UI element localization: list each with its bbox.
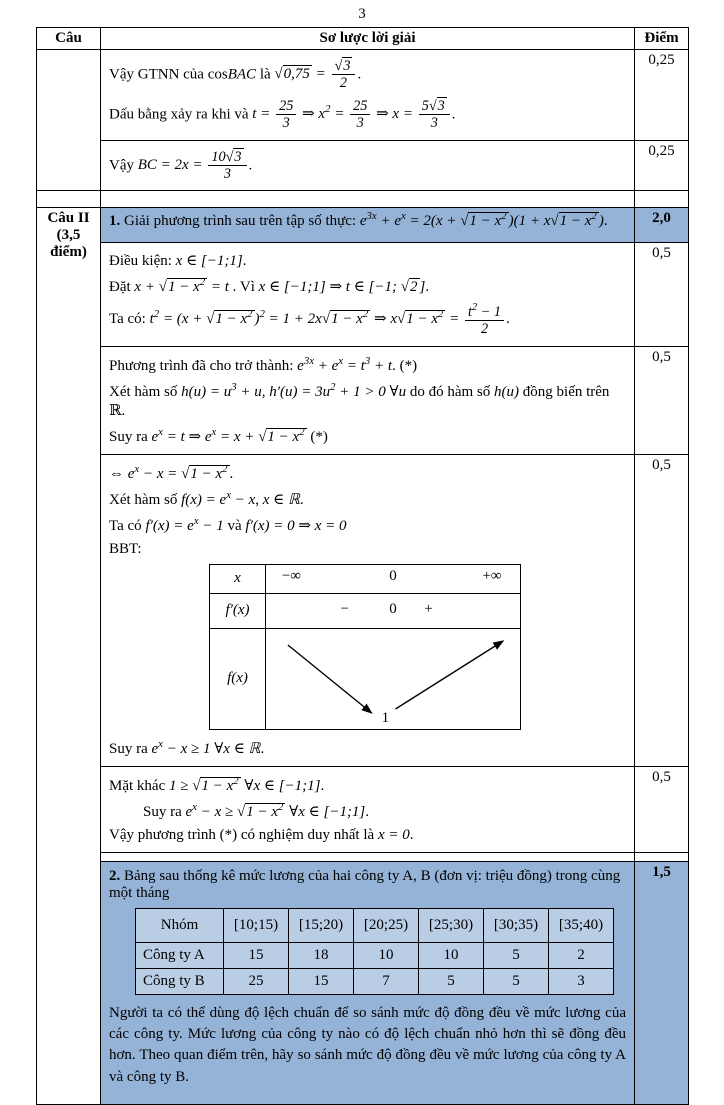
points-cell: 2,0 bbox=[635, 208, 689, 243]
points-cell: 0,5 bbox=[635, 454, 689, 766]
points-cell: 0,5 bbox=[635, 766, 689, 852]
solution-line: Phương trình đã cho trở thành: $e^{3x} + e^x = t^3 + t$. (*) bbox=[109, 354, 418, 374]
table-cell: 10 bbox=[419, 942, 484, 968]
company-b-label: Công ty B bbox=[136, 968, 224, 994]
salary-col-header: [15;20) bbox=[289, 908, 354, 942]
table-cell: 2 bbox=[549, 942, 614, 968]
solution-line: Mặt khác $1 \ge √1 - x^2$ ∀x ∈ [−1;1]. bbox=[109, 774, 325, 794]
table-cell: 5 bbox=[419, 968, 484, 994]
fprime-zero: 0 bbox=[389, 600, 397, 617]
cau2-label-cell bbox=[37, 208, 101, 1105]
question-statement: Giải phương trình sau trên tập số thực: $e^{3x} + e^x = 2(x + √1 - x^2$ )($1 + x√1 - x^2$ ). bbox=[120, 210, 608, 230]
points-cell: 1,5 bbox=[635, 861, 689, 1104]
solution-line: Xét hàm số $f(x) = e^x - x$, x ∈ ℝ. bbox=[109, 488, 304, 508]
page-number: 3 bbox=[358, 6, 366, 22]
x-plus-infinity: +∞ bbox=[482, 567, 502, 584]
solution-cell bbox=[101, 766, 635, 852]
salary-table-header-row bbox=[136, 908, 614, 942]
table-cell: 15 bbox=[289, 968, 354, 994]
solution-line: BBT: bbox=[109, 540, 142, 557]
table-row bbox=[37, 50, 689, 141]
solution-cell bbox=[101, 243, 635, 347]
salary-table-row bbox=[136, 942, 614, 968]
table-row bbox=[37, 243, 689, 347]
fprime-row-signs bbox=[266, 594, 520, 628]
table-cell: 10 bbox=[354, 942, 419, 968]
question-statement: Bảng sau thống kê mức lương của hai công ty A, B (đơn vị: triệu đồng) trong cùng một tháng bbox=[109, 867, 621, 901]
spacer-row bbox=[37, 852, 689, 861]
solution-cell bbox=[101, 140, 635, 191]
fprime-sign-minus: − bbox=[340, 600, 349, 617]
table-row bbox=[37, 346, 689, 454]
solution-line: Vậy phương trình (*) có nghiệm duy nhất là x = 0. bbox=[109, 826, 414, 843]
solution-line: Ta có $f'(x) = e^x - 1$ và f′(x) = 0 ⇒ x = 0 bbox=[109, 514, 347, 534]
table-cell: 7 bbox=[354, 968, 419, 994]
f-minimum-value: 1 bbox=[381, 709, 390, 726]
table-cell: 3 bbox=[549, 968, 614, 994]
solution-cell bbox=[101, 50, 635, 141]
variation-table-f-row bbox=[210, 628, 520, 729]
company-a-label: Công ty A bbox=[136, 942, 224, 968]
solution-line: Suy ra $e^x - x \ge √1 - x^2$ ∀x ∈ [−1;1]. bbox=[143, 800, 370, 820]
table-cell: 25 bbox=[224, 968, 289, 994]
salary-col-header: [10;15) bbox=[224, 908, 289, 942]
spacer-row bbox=[37, 191, 689, 208]
solution-line: Vậy BC = 2x = $\frac{10√3}{3}$ . bbox=[109, 148, 253, 182]
question-number: 1. bbox=[109, 213, 121, 230]
x-minus-infinity: −∞ bbox=[281, 567, 301, 584]
fprime-sign-plus: + bbox=[424, 600, 433, 617]
points-cell: 0,5 bbox=[635, 243, 689, 347]
fprime-row-label: f′(x) bbox=[210, 594, 266, 628]
variation-table bbox=[209, 564, 521, 730]
solution-line: Suy ra $e^x - x \ge 1$ ∀x ∈ ℝ. bbox=[109, 737, 265, 757]
table-cell: 18 bbox=[289, 942, 354, 968]
spacer-cell bbox=[635, 852, 689, 861]
salary-table-row bbox=[136, 968, 614, 994]
table-row bbox=[37, 208, 689, 243]
solution-line: Điều kiện: x ∈ [−1;1]. bbox=[109, 253, 247, 270]
cau2-label: Câu II bbox=[47, 210, 90, 227]
points-cell: 0,25 bbox=[635, 140, 689, 191]
question2-paragraph: Người ta có thể dùng độ lệch chuẩn để so sánh mức độ đồng đều về mức lương của các công ty. Mức lương của công ty nào có độ lệch chuẩn nhỏ hơn thì sẽ đồng đều hơn. Theo quan điểm trên, hãy so sánh mức độ đồng đều về mức lương của công ty A và công ty B. bbox=[109, 1004, 626, 1085]
solution-cell bbox=[101, 454, 635, 766]
variation-table-x-row bbox=[210, 565, 520, 593]
x-row-label: x bbox=[210, 565, 266, 593]
solution-line: Dấu bằng xảy ra khi và t = $\frac{25}{3}$ ⇒ $x^2$ = $\frac{25}{3}$ ⇒ x = $\frac{5√3}{3}$ . bbox=[109, 97, 456, 132]
column-header-cau: Câu bbox=[37, 28, 101, 50]
solution-line: Ta có: $t^2 = (x + √1 - x^2$ )$^2 = 1 + 2x√1 - x^2$ ⇒ $x√1 - x^2$ = $\frac{t^2 - 1}{2}$ . bbox=[109, 302, 510, 338]
points-cell: 0,25 bbox=[635, 50, 689, 141]
variation-table-fprime-row bbox=[210, 593, 520, 628]
table-row bbox=[37, 454, 689, 766]
f-row-variation bbox=[266, 629, 520, 729]
solution-line: Đặt $x + √1 - x^2 = t$ . Vì x ∈ [−1;1] ⇒ t ∈ [−1; √2 ]. bbox=[109, 276, 430, 296]
salary-col-header: [30;35) bbox=[484, 908, 549, 942]
spacer-cell bbox=[101, 852, 635, 861]
salary-col-header: [35;40) bbox=[549, 908, 614, 942]
question2-cell bbox=[101, 861, 635, 1104]
table-header-row bbox=[37, 28, 689, 50]
x-zero: 0 bbox=[389, 567, 397, 584]
spacer-cell bbox=[635, 191, 689, 208]
salary-col-header: [20;25) bbox=[354, 908, 419, 942]
cau1-label-cell bbox=[37, 50, 101, 191]
solution-line: Vậy GTNN của cosBAC là √0,75 = $\frac{√3}{2}$ . bbox=[109, 58, 362, 92]
solution-line: Suy ra $e^x = t$ ⇒ $e^x = x + √1 - x^2$ (*) bbox=[109, 425, 328, 445]
spacer-cell bbox=[101, 191, 635, 208]
table-cell: 5 bbox=[484, 968, 549, 994]
question2-statement bbox=[109, 868, 626, 902]
question1-statement-cell bbox=[101, 208, 635, 243]
variation-arrows bbox=[266, 629, 520, 729]
solution-line: Xét hàm số $h(u) = u^3 + u$, $h'(u) = 3u^2 + 1 > 0$ ∀u do đó hàm số h(u) đồng biến trên ℝ. bbox=[109, 380, 610, 419]
spacer-cell bbox=[37, 191, 101, 208]
solution-line: ⇔ $e^x - x = √1 - x^2$ . bbox=[109, 462, 234, 482]
salary-table bbox=[135, 908, 614, 995]
increasing-arrow bbox=[395, 641, 503, 709]
column-header-solution: Sơ lược lời giải bbox=[101, 28, 635, 50]
cau2-points-label: (3,5 điểm) bbox=[50, 227, 87, 261]
table-cell: 5 bbox=[484, 942, 549, 968]
f-row-label: f(x) bbox=[210, 629, 266, 729]
salary-col-header: [25;30) bbox=[419, 908, 484, 942]
decreasing-arrow bbox=[288, 645, 372, 713]
x-row-values bbox=[266, 565, 520, 593]
column-header-diem: Điểm bbox=[635, 28, 689, 50]
table-row bbox=[37, 140, 689, 191]
table-row bbox=[37, 861, 689, 1104]
solution-cell bbox=[101, 346, 635, 454]
salary-col-header: Nhóm bbox=[136, 908, 224, 942]
table-cell: 15 bbox=[224, 942, 289, 968]
solution-table bbox=[36, 27, 689, 1105]
table-row bbox=[37, 766, 689, 852]
points-cell: 0,5 bbox=[635, 346, 689, 454]
question-number: 2. bbox=[109, 867, 121, 884]
